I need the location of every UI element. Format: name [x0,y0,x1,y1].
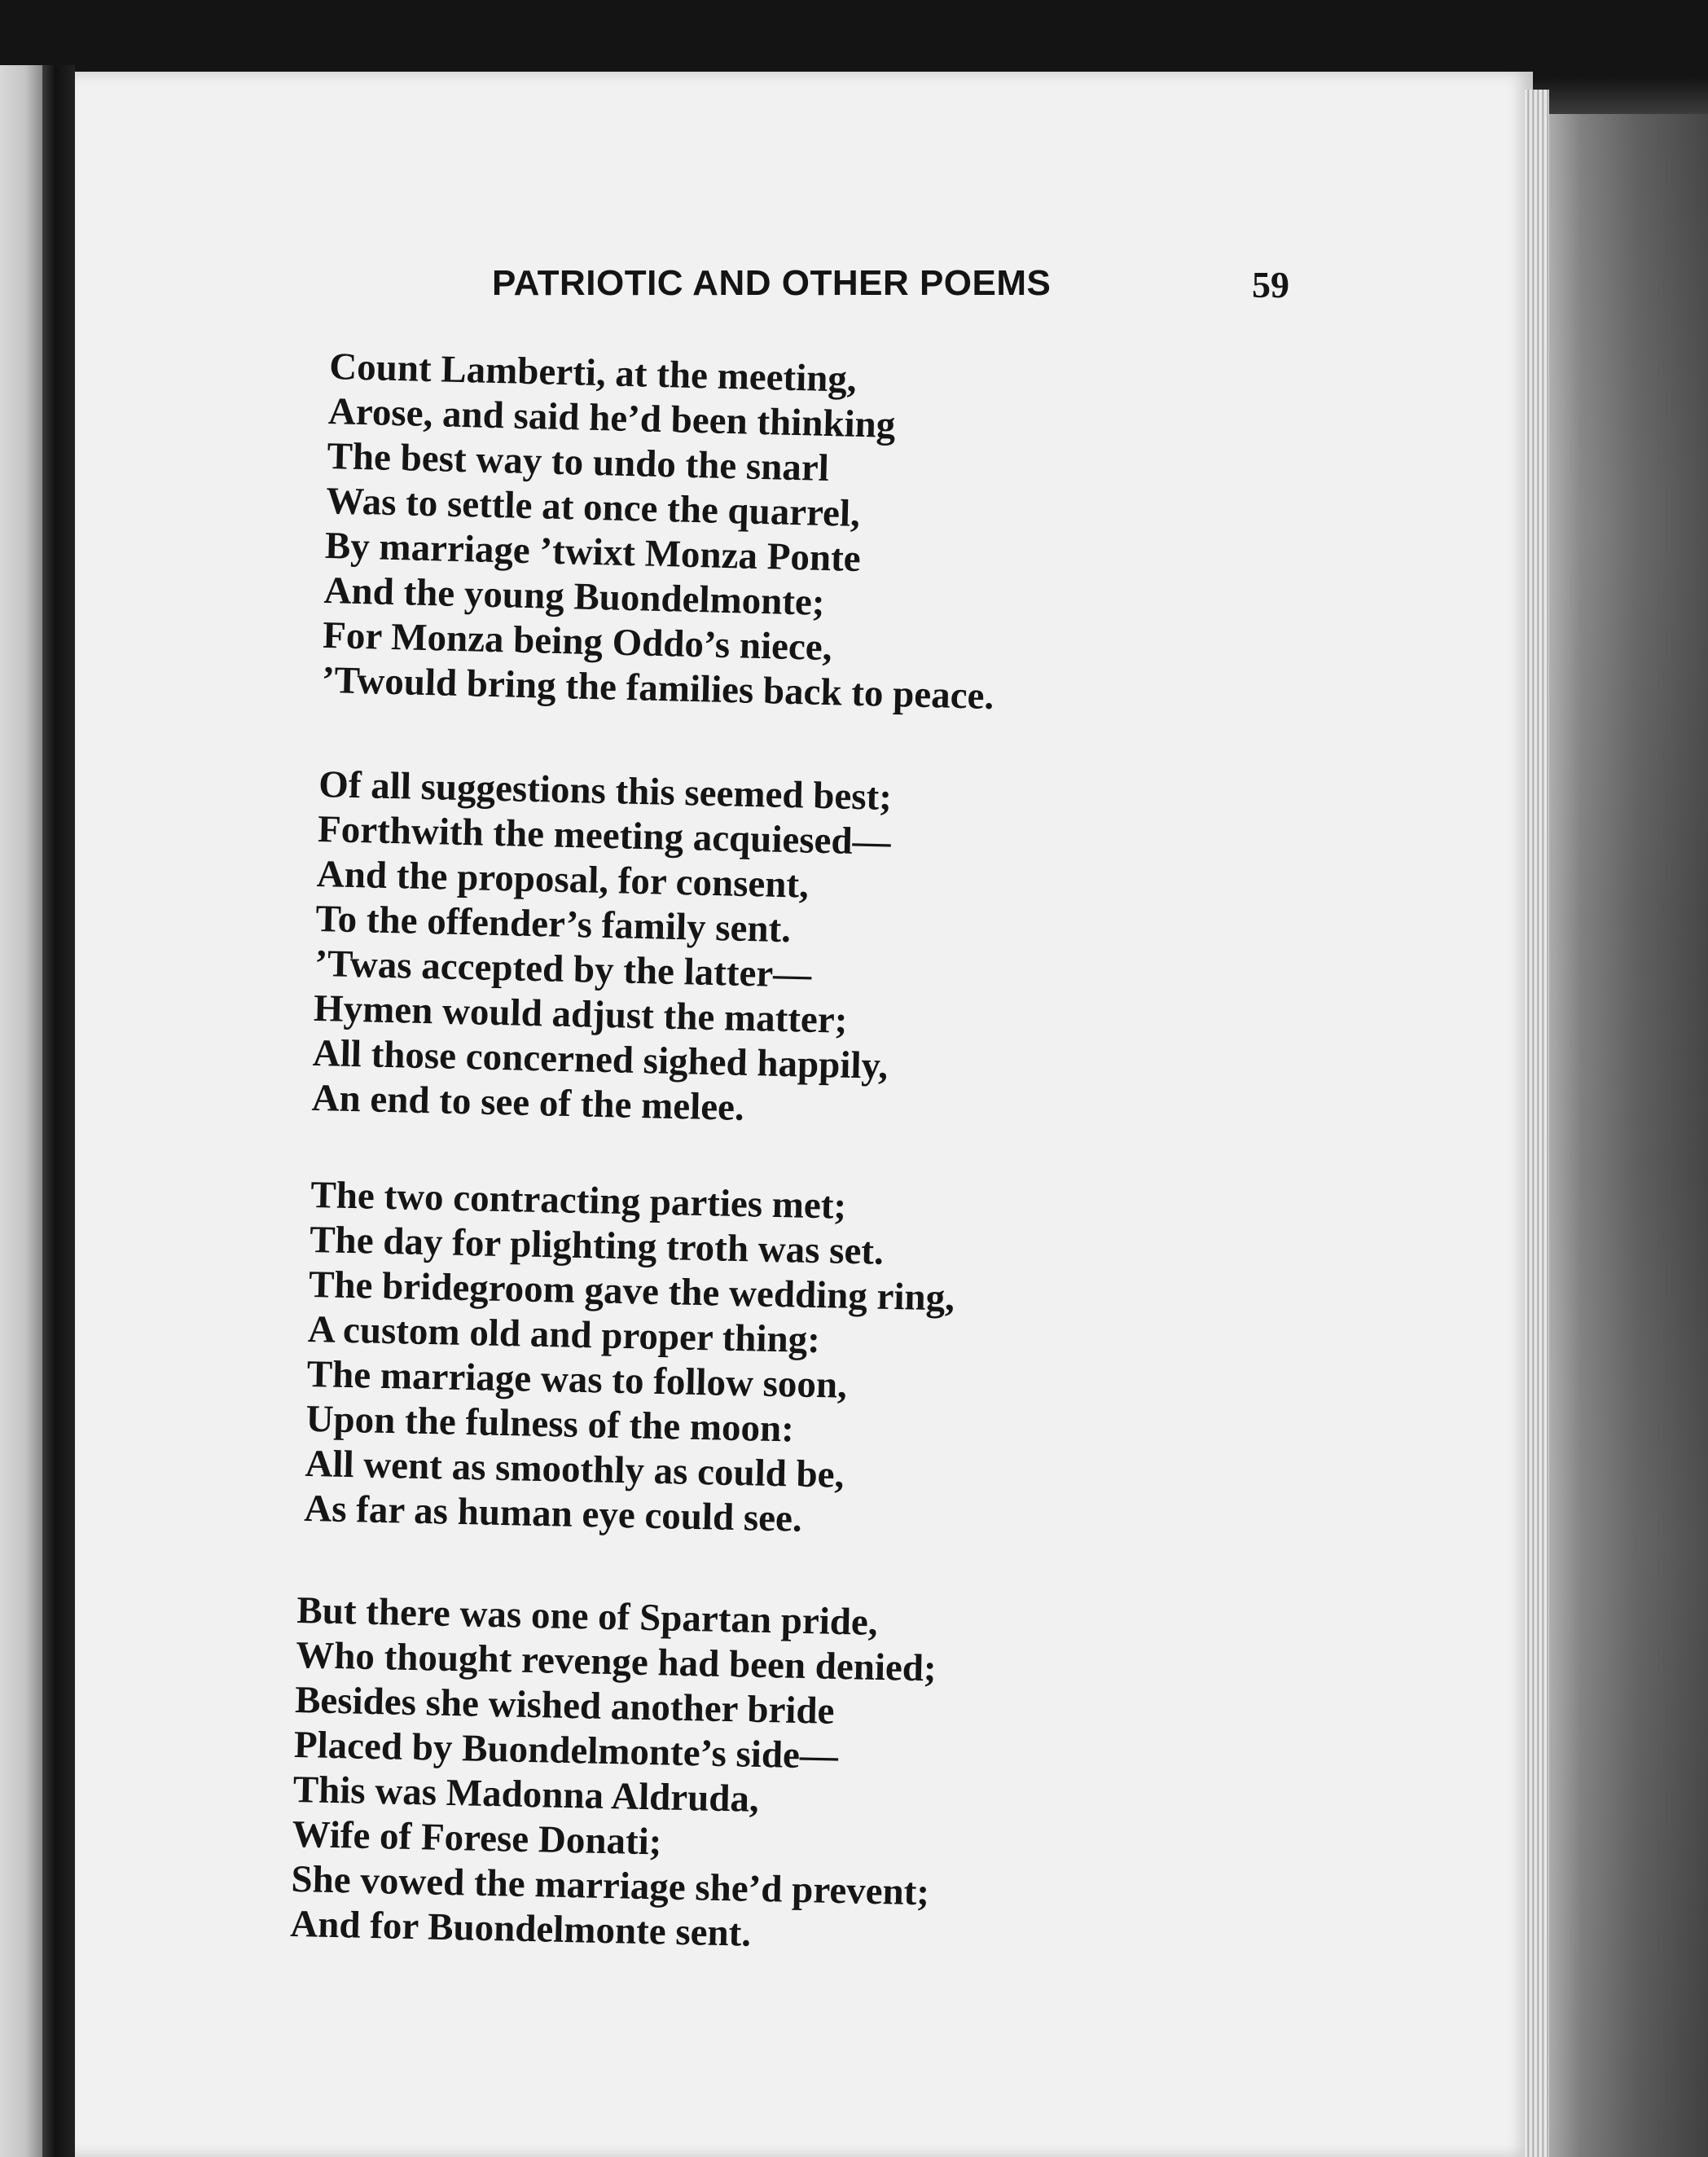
poem-line: The marriage was to follow soon, [306,1352,848,1407]
poem-line: Placed by Buondelmonte’s side— [293,1723,839,1777]
poem-line: She vowed the marriage she’d prevent; [290,1857,930,1914]
poem-line: But there was one of Spartan pride, [296,1588,879,1644]
page-number: 59 [1252,264,1289,305]
poem-line: Who thought revenge had been denied; [295,1633,937,1690]
previous-page-edge [0,65,42,2157]
running-head: PATRIOTIC AND OTHER POEMS [492,263,1052,303]
page-fore-edge [1525,90,1549,2157]
poem-line: To the offender’s family sent. [315,897,792,951]
poem-line: Count Lamberti, at the meeting, [328,345,858,401]
stanza [304,1173,957,1545]
poem-line: All those concerned sighed happily, [312,1031,889,1087]
stanza [311,762,894,1134]
poem-line: Forthwith the meeting acquiesed— [317,807,892,863]
poem-line: Was to settle at once the quarrel, [325,479,861,535]
poem-line: ’Twould bring the families back to peace. [321,658,995,718]
poem-line: A custom old and proper thing: [307,1307,821,1362]
stanza [290,1588,938,1960]
poem-line: Wife of Forese Donati; [292,1812,662,1864]
poem-line: An end to see of the melee. [311,1076,745,1129]
poem-line: The best way to undo the snarl [327,434,830,490]
poem-line: And for Buondelmonte sent. [289,1902,752,1955]
poem-line: Arose, and said he’d been thinking [327,389,896,446]
poem-line: And the young Buondelmonte; [323,569,826,624]
poem-line: Hymen would adjust the matter; [313,986,848,1042]
poem-line: By marriage ’twixt Monza Ponte [324,524,862,580]
poem-line: This was Madonna Aldruda, [292,1768,760,1821]
poem-line: As far as human eye could see. [303,1487,803,1540]
poem-line: The two contracting parties met; [310,1173,847,1228]
stanza [321,345,1002,719]
poem-line: And the proposal, for consent, [316,852,810,907]
poem-line: The bridegroom gave the wedding ring, [308,1263,955,1320]
book-gutter [42,65,75,2157]
poem-line: Upon the fulness of the moon: [305,1397,795,1451]
poem-line: ’Twas accepted by the latter— [314,942,812,996]
poem-line: Besides she wished another bride [294,1678,835,1733]
scan-top-border [0,0,1708,77]
poem-line: Of all suggestions this seemed best; [318,762,893,819]
poem-line: The day for plighting troth was set. [309,1218,885,1273]
book-cover-edge [1549,114,1708,2157]
poem-line: For Monza being Oddo’s niece, [322,613,833,670]
poem-line: All went as smoothly as could be, [304,1442,845,1496]
